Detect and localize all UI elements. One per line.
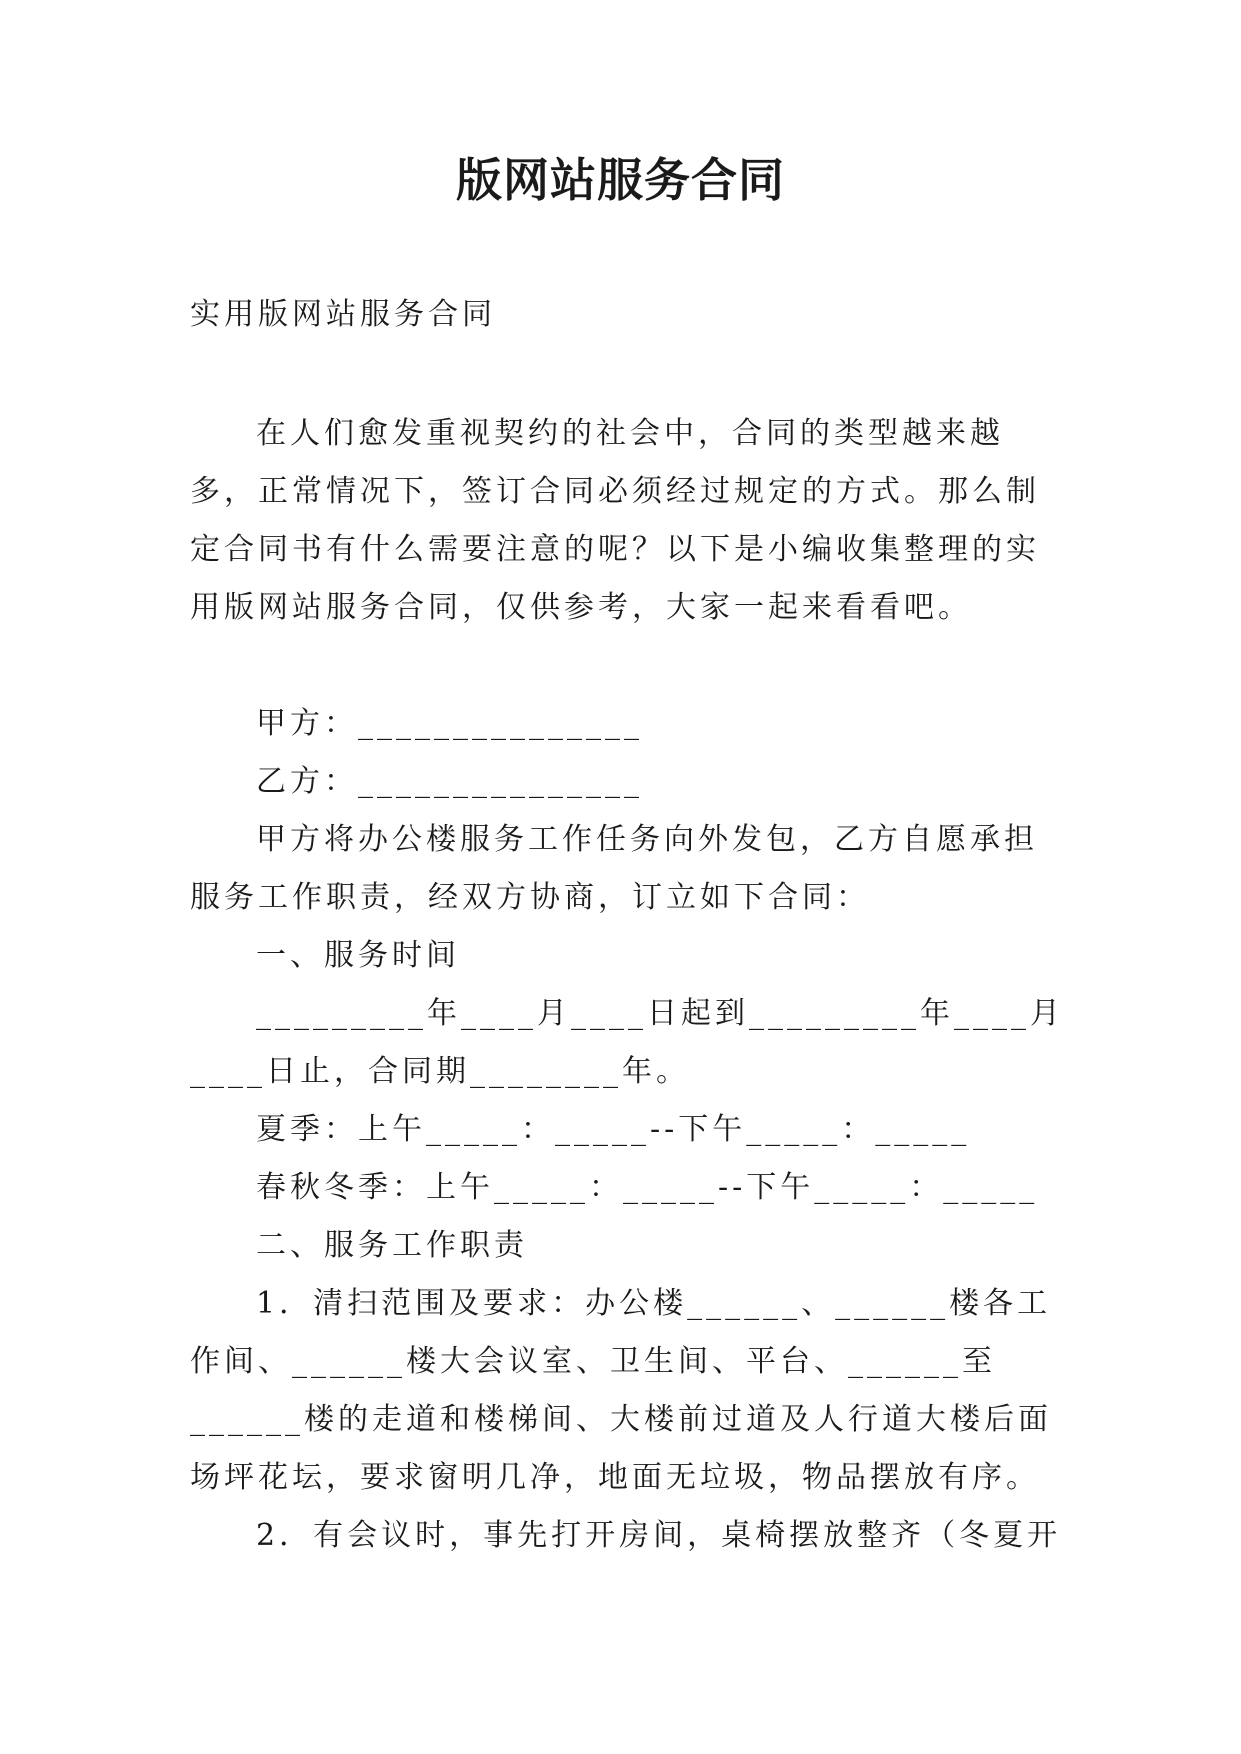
contract-preamble: 甲方将办公楼服务工作任务向外发包，乙方自愿承担服务工作职责，经双方协商，订立如下合同： [190, 822, 1038, 915]
section-heading-service-time: 一、服务时间 [256, 938, 460, 973]
party-b-line: 乙方：_______________ [256, 764, 643, 799]
section-heading-duties: 二、服务工作职责 [256, 1228, 528, 1263]
document-title: 版网站服务合同 [456, 153, 785, 207]
summer-hours-line: 夏季：上午_____：_____--下午_____：_____ [256, 1112, 971, 1147]
document-subtitle: 实用版网站服务合同 [190, 297, 496, 332]
other-season-hours-line: 春秋冬季：上午_____：_____--下午_____：_____ [256, 1170, 1039, 1205]
duty-item-2: 2．有会议时，事先打开房间，桌椅摆放整齐（冬夏开 [256, 1518, 1062, 1553]
duty-item-1: 1．清扫范围及要求：办公楼______、______楼各工作间、______楼大会议室、卫生间、平台、______至______楼的走道和楼梯间、大楼前过道及人行道大楼后面场坪花坛，要求窗明几净，地面无垃圾，物品摆放有序。 [190, 1286, 1052, 1495]
intro-text: 在人们愈发重视契约的社会中，合同的类型越来越多，正常情况下，签订合同必须经过规定的方式。那么制定合同书有什么需要注意的呢？以下是小编收集整理的实用版网站服务合同，仅供参考，大家一起来看看吧。 [190, 416, 1040, 625]
contract-body [190, 695, 1070, 1565]
service-period-line: _________年____月____日起到_________年____月____日止，合同期________年。 [190, 996, 1064, 1089]
party-a-line: 甲方：_______________ [256, 706, 643, 741]
intro-paragraph [190, 405, 1070, 637]
